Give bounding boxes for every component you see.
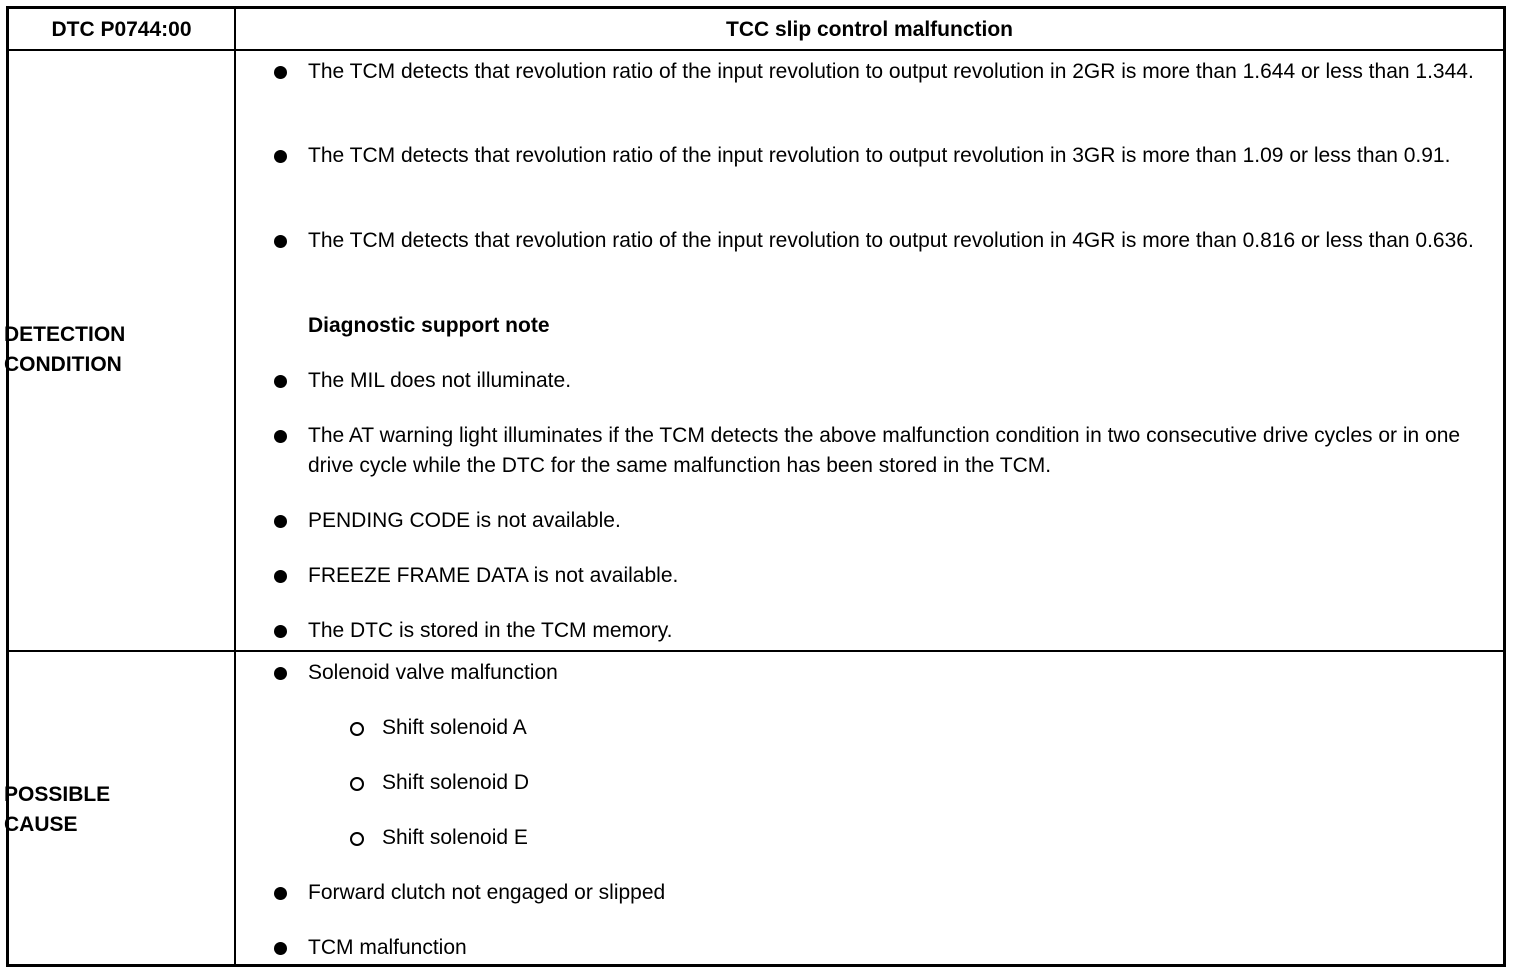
bullet-icon (274, 887, 287, 900)
sub-bullet-icon (350, 777, 364, 791)
sub-bullet-icon (350, 722, 364, 736)
possible-cause-label (4, 780, 219, 840)
list-item: The TCM detects that revolution ratio of the input revolution to output revolution in 2GR is more than 1.644 or less than 1.344. (308, 60, 1474, 83)
row-divider (9, 650, 1503, 652)
list-item: Forward clutch not engaged or slipped (308, 881, 666, 904)
cause-label-line1: POSSIBLE (4, 783, 111, 806)
bullet-icon (274, 375, 287, 388)
note-heading: Diagnostic support note (308, 314, 550, 337)
bullet-icon (274, 235, 287, 248)
detection-label-line1: DETECTION (4, 323, 126, 346)
list-item: The TCM detects that revolution ratio of the input revolution to output revolution in 3GR is more than 1.09 or less than 0.91. (308, 144, 1451, 167)
detection-label-line2: CONDITION (4, 353, 122, 376)
bullet-icon (274, 942, 287, 955)
bullet-icon (274, 570, 287, 583)
dtc-code: DTC P0744:00 (51, 17, 192, 41)
list-item: Solenoid valve malfunction (308, 661, 558, 684)
bullet-icon (274, 667, 287, 680)
sub-list-item: Shift solenoid E (382, 826, 528, 849)
sub-list-item: Shift solenoid D (382, 771, 530, 794)
list-item: The TCM detects that revolution ratio of the input revolution to output revolution in 4GR is more than 0.816 or less than 0.636. (308, 229, 1474, 252)
dtc-title: TCC slip control malfunction (726, 17, 1013, 41)
sub-list-item: Shift solenoid A (382, 716, 527, 739)
list-item: TCM malfunction (308, 936, 467, 959)
bullet-icon (274, 515, 287, 528)
cause-label-line2: CAUSE (4, 813, 78, 836)
list-item: FREEZE FRAME DATA is not available. (308, 564, 679, 587)
list-item: PENDING CODE is not available. (308, 509, 621, 532)
list-item: The MIL does not illuminate. (308, 369, 572, 392)
column-divider (234, 9, 236, 964)
bullet-icon (274, 430, 287, 443)
sub-bullet-icon (350, 832, 364, 846)
list-item: The AT warning light illuminates if the TCM detects the above malfunction condition in two consecutive drive cycles or in one drive cycle while the DTC for the same malfunction has been stored in the TCM. (308, 424, 1461, 477)
bullet-icon (274, 150, 287, 163)
list-item: The DTC is stored in the TCM memory. (308, 619, 673, 642)
bullet-icon (274, 625, 287, 638)
detection-condition-label (4, 320, 219, 380)
bullet-icon (274, 66, 287, 79)
